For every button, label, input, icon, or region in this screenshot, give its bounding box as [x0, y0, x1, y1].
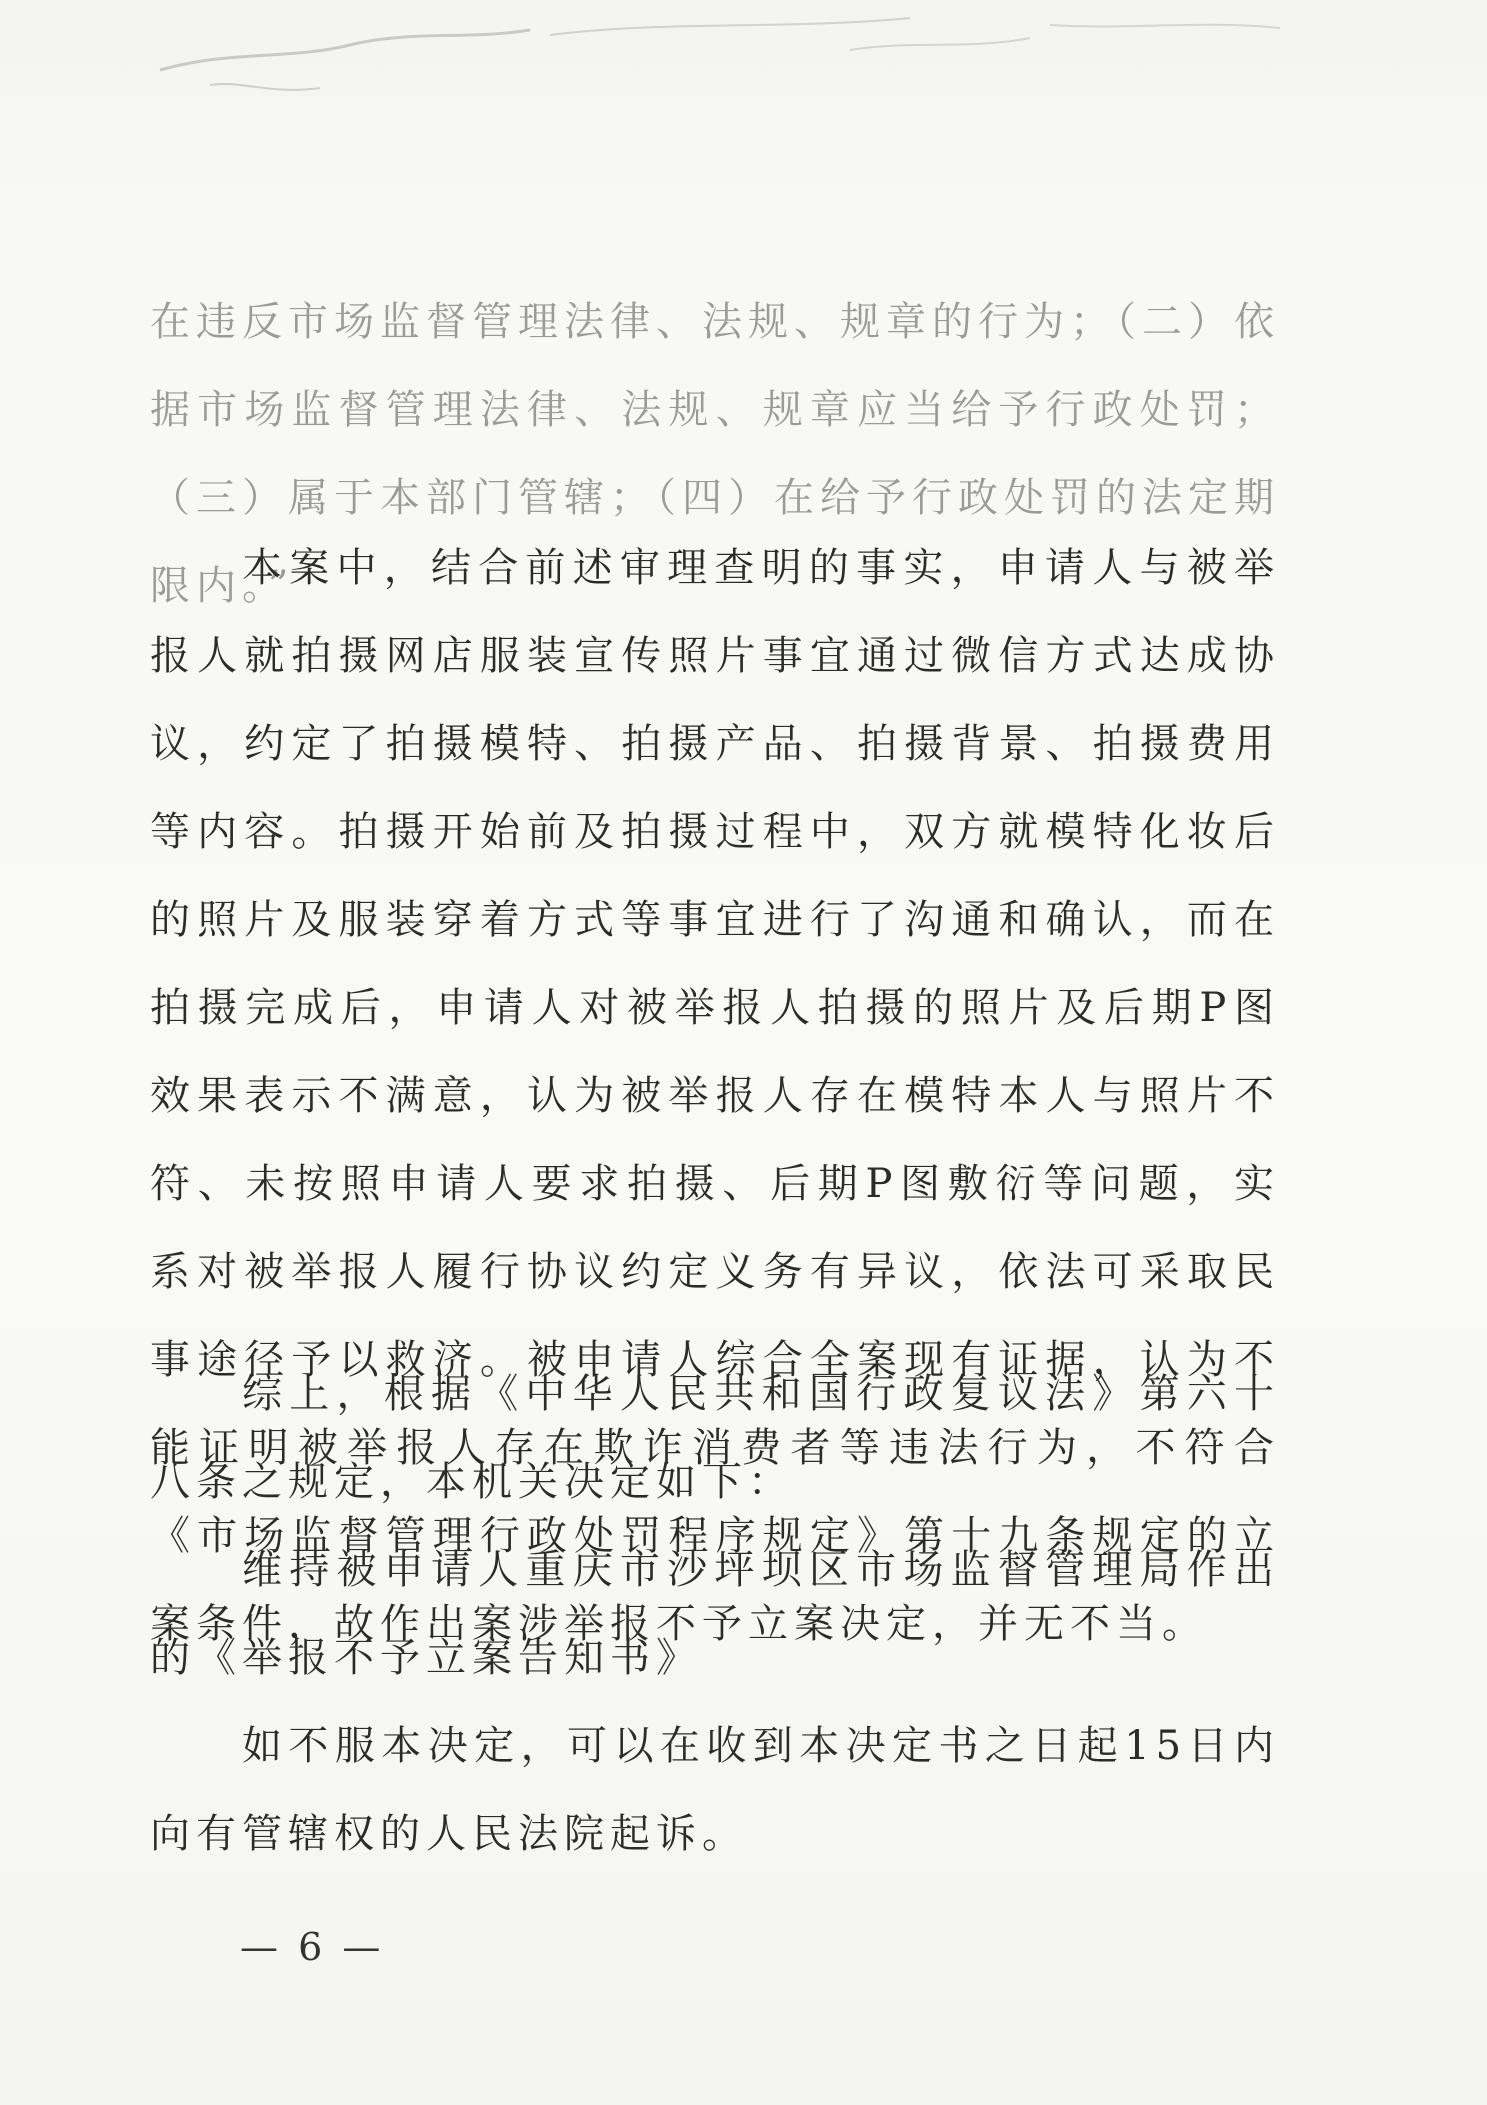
appeal-notice-paragraph: 如不服本决定，可以在收到本决定书之日起15日内向有管辖权的人民法院起诉。 — [150, 1723, 1280, 1857]
decision-paragraph: 维持被申请人重庆市沙坪坝区市场监督管理局作出的《举报不予立案告知书》 — [150, 1547, 1280, 1681]
case-analysis-paragraph: 本案中，结合前述审理查明的事实，申请人与被举报人就拍摄网店服装宣传照片事宜通过微信方式达成协议，约定了拍摄模特、拍摄产品、拍摄背景、拍摄费用等内容。拍摄开始前及拍摄过程中，双方就模特化妆后的照片及服装穿着方式等事宜进行了沟通和确认，而在拍摄完成后，申请人对被举报人拍摄的照片及后期P图效果表示不满意，认为被举报人存在模特本人与照片不符、未按照申请人要求拍摄、后期P图敷衍等问题，实系对被举报人履行协议约定义务有异议，依法可采取民事途径予以救济。被申请人综合全案现有证据，认为不能证明被举报人存在欺诈消费者等违法行为，不符合《市场监督管理行政处罚程序规定》第十九条规定的立案条件，故作出案涉举报不予立案决定，并无不当。 — [150, 545, 1280, 1647]
summary-paragraph: 综上，根据《中华人民共和国行政复议法》第六十八条之规定，本机关决定如下： — [150, 1371, 1280, 1505]
scan-artifact-marks — [150, 10, 1300, 100]
partial-paragraph-top: 在违反市场监督管理法律、法规、规章的行为；（二）依据市场监督管理法律、法规、规章应当给予行政处罚；（三）属于本部门管辖；（四）在给予行政处罚的法定期限内。” — [150, 299, 1280, 609]
page-number: — 6 — — [240, 1925, 385, 1969]
